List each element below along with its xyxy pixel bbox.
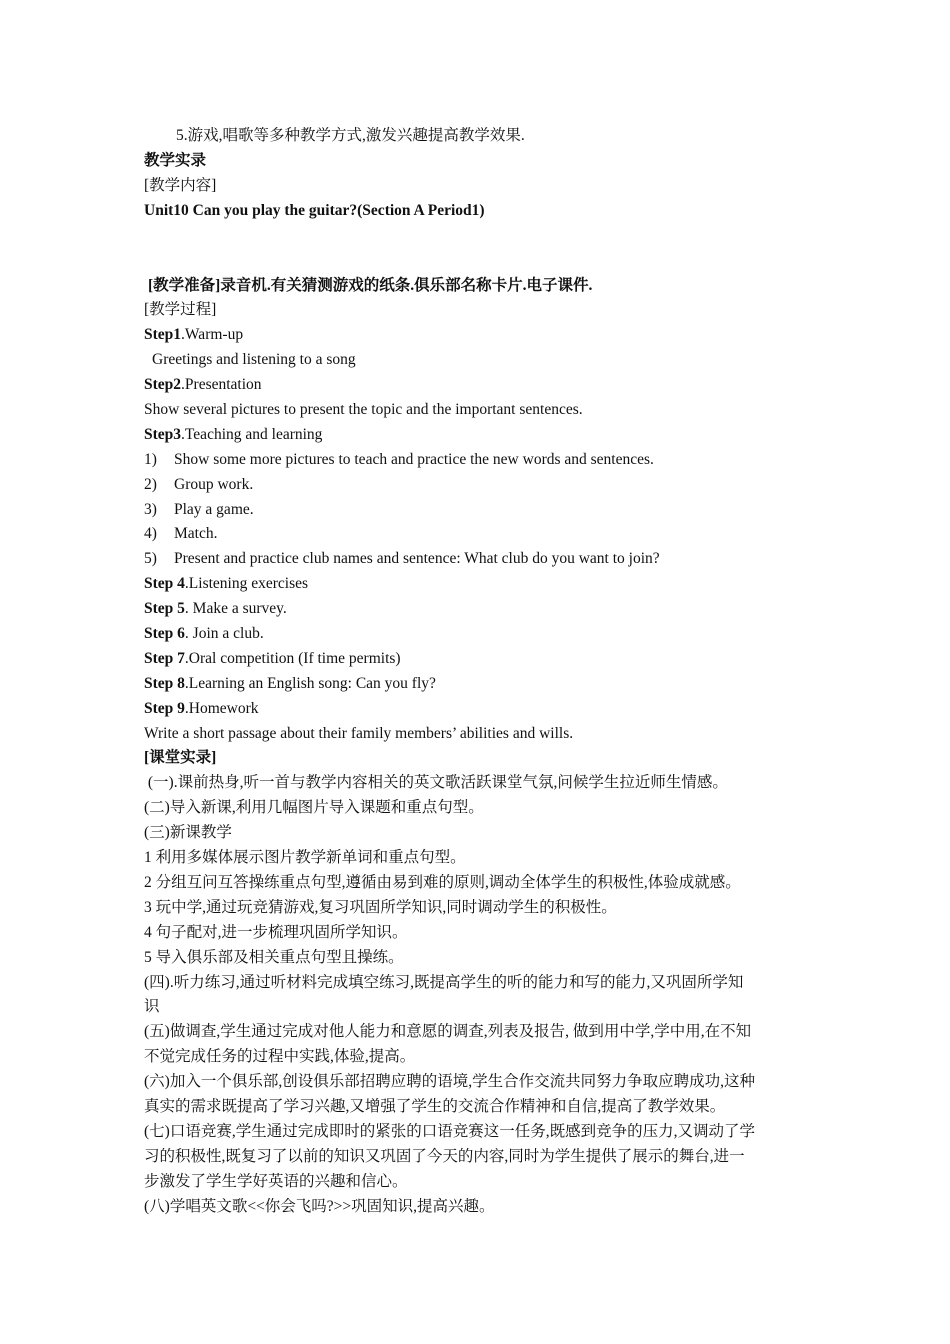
step-line [144,697,810,722]
step-text: .Oral competition (If time permits) [184,649,401,667]
step-text: . Make a survey. [184,600,287,618]
classroom-line: 2 分组互问互答操练重点句型,遵循由易到难的原则,调动全体学生的积极性,体验成就感。 [144,873,741,891]
step-line [144,572,810,597]
classroom-paragraph [144,1020,810,1070]
list-number: 3) [144,500,157,518]
step-line [144,373,810,398]
step-detail: Show several pictures to present the topic and the important sentences. [144,401,583,419]
list-item [144,522,810,547]
document-body [144,124,810,1219]
classroom-line: (二)导入新课,利用几幅图片导入课题和重点句型。 [144,799,484,817]
homework-text: Write a short passage about their family members’ abilities and wills. [144,724,574,742]
preparation-line: [教学准备]录音机.有关猜测游戏的纸条.俱乐部名称卡片.电子课件. [148,276,593,294]
step-text: .Learning an English song: Can you fly? [184,674,436,692]
paragraph-line: (四).听力练习,通过听材料完成填空练习,既提高学生的听的能力和写的能力,又巩固所学知 [144,973,744,991]
paragraph-line: 步激发了学生学好英语的兴趣和信心。 [144,1172,408,1190]
step-line [144,672,810,697]
classroom-paragraph [144,1120,810,1195]
step-detail: Greetings and listening to a song [152,351,356,369]
paragraph-line: 不觉完成任务的过程中实践,体验,提高。 [144,1048,416,1066]
paragraph-line: 识 [144,998,160,1016]
classroom-heading: [课堂实录] [144,749,217,767]
paragraph-line: (五)做调查,学生通过完成对他人能力和意愿的调查,列表及报告, 做到用中学,学中用,在不知 [144,1023,752,1041]
step-label: Step 4 [144,575,185,593]
classroom-line: 4 句子配对,进一步梳理巩固所学知识。 [144,923,408,941]
list-item [144,448,810,473]
list-number: 2) [144,475,157,493]
step-label: Step2 [144,376,182,394]
step-line [144,323,810,348]
list-text: Present and practice club names and sentence: What club do you want to join? [174,550,660,568]
step-text: .Homework [184,699,259,717]
paragraph-line: 真实的需求既提高了学习兴趣,又增强了学生的交流合作精神和自信,提高了教学效果。 [144,1097,726,1115]
step-line [144,647,810,672]
step-label: Step 5 [144,600,185,618]
classroom-line: 1 利用多媒体展示图片教学新单词和重点句型。 [144,849,466,867]
classroom-line: (三)新课教学 [144,824,232,842]
list-number: 5) [144,550,157,568]
list-item [144,547,810,572]
classroom-line: (一).课前热身,听一首与教学内容相关的英文歌活跃课堂气氛,问候学生拉近师生情感。 [144,774,728,792]
paragraph-line: (八)学唱英文歌<<你会飞吗?>>巩固知识,提高兴趣。 [144,1197,495,1215]
paragraph-line: 习的积极性,既复习了以前的知识又巩固了今天的内容,同时为学生提供了展示的舞台,进一 [144,1147,745,1165]
step-text: .Listening exercises [184,575,309,593]
classroom-paragraph [144,1070,810,1120]
step-line [144,622,810,647]
step-label: Step3 [144,425,182,443]
step-line [144,423,810,448]
content-label: [教学内容] [144,176,217,194]
step-label: Step 6 [144,625,185,643]
list-text: Play a game. [174,500,254,518]
step-text: .Presentation [181,376,262,394]
intro-item: 5.游戏,唱歌等多种教学方式,激发兴趣提高教学效果. [176,127,525,144]
step-line [144,597,810,622]
process-label: [教学过程] [144,301,217,319]
classroom-paragraph [144,1195,810,1220]
list-item [144,498,810,523]
list-number: 1) [144,450,157,468]
unit-title: Unit10 Can you play the guitar?(Section A Period1) [144,201,485,219]
blank-space [144,224,810,274]
step-label: Step 9 [144,699,185,717]
list-item [144,473,810,498]
step-label: Step1 [144,326,182,344]
list-text: Group work. [174,475,254,493]
classroom-line: 5 导入俱乐部及相关重点句型且操练。 [144,948,404,966]
list-number: 4) [144,525,157,543]
paragraph-line: (六)加入一个俱乐部,创设俱乐部招聘应聘的语境,学生合作交流共同努力争取应聘成功,这种 [144,1073,755,1091]
classroom-paragraph [144,971,810,1021]
step-text: .Teaching and learning [181,425,323,443]
step-label: Step 8 [144,674,185,692]
classroom-line: 3 玩中学,通过玩竞猜游戏,复习巩固所学知识,同时调动学生的积极性。 [144,898,617,916]
teaching-record-heading: 教学实录 [144,151,207,169]
paragraph-line: (七)口语竞赛,学生通过完成即时的紧张的口语竞赛这一任务,既感到竞争的压力,又调动了学 [144,1122,755,1140]
list-text: Match. [174,525,218,543]
step-label: Step 7 [144,649,185,667]
step-text: . Join a club. [184,625,264,643]
list-text: Show some more pictures to teach and practice the new words and sentences. [174,450,654,468]
step-text: .Warm-up [181,326,244,344]
